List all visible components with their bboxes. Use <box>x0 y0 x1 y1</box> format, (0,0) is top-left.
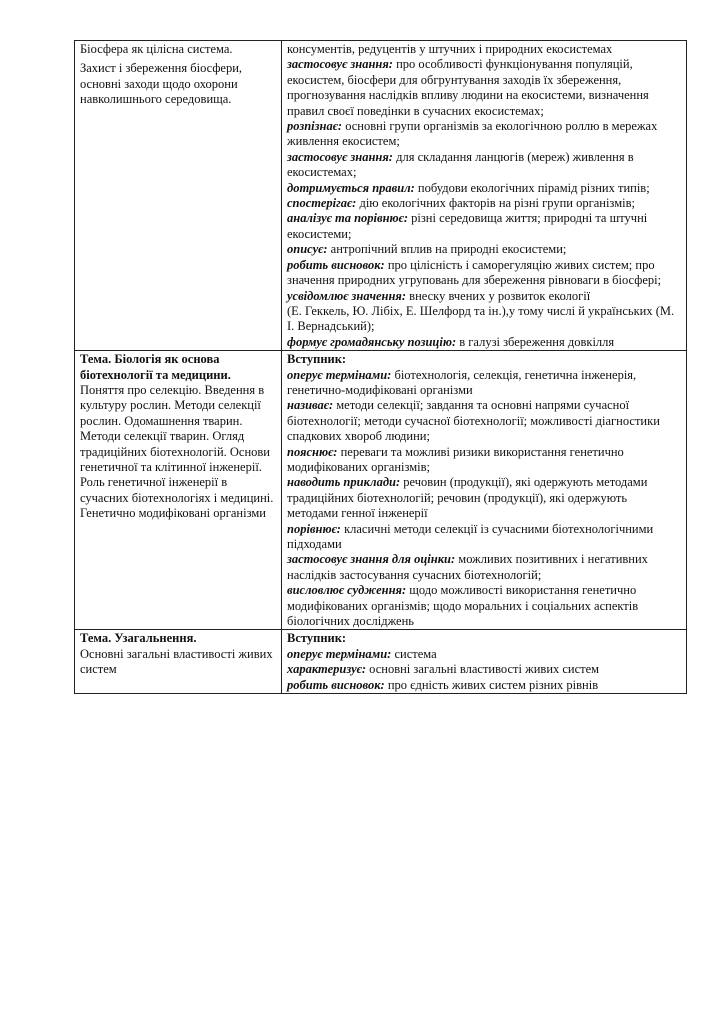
outcome-keyword: застосовує знання для оцінки: <box>287 552 456 567</box>
table-row <box>75 41 687 351</box>
outcome-keyword: дотримується правил: <box>287 180 415 195</box>
outcome-text: про особливості функціонування популяцій, екосистем, біосфери для обгрунтування заходів їх збереження, прогнозування наслідків впливу людини на екосистеми, визначення правил своєї поведінки в сучасних екосистемах; <box>287 57 649 118</box>
outcome-text: основні групи організмів за екологічною роллю в мережах живлення екосистем; <box>287 119 658 149</box>
topic-cell <box>75 630 282 694</box>
outcome-text: система <box>391 646 437 661</box>
outcome-text: речовин (продукції), які одержують методами традиційних біотехнологій; речовин (продукції), які одержують методами генної інженерії <box>287 475 648 521</box>
outcome-keyword: робить висновок: <box>287 677 385 692</box>
outcome-text: дію екологічних факторів на різні групи організмів; <box>356 196 635 211</box>
outcome-text: класичні методи селекції із сучасними біотехнологічними підходами <box>287 521 654 551</box>
outcome-line <box>287 196 681 211</box>
outcome-text: про єдність живих систем різних рівнів <box>384 677 599 692</box>
outcome-line <box>287 647 681 662</box>
outcome-line <box>287 150 681 181</box>
outcome-keyword: пояснює: <box>287 444 338 459</box>
outcome-text: методи селекції; завдання та основні напрями сучасної біотехнології; методи сучасної біотехнології; можливості діагностики спадкових хвороб людини; <box>287 398 660 444</box>
outcome-text: (Е. Геккель, Ю. Лібіх, Е. Шелфорд та ін.),у тому числі й українських (М. І. Вернадський); <box>287 303 675 334</box>
outcome-keyword: розпізнає: <box>287 119 343 134</box>
outcome-text: переваги та можливі ризики використання генетично модифікованих організмів; <box>287 444 624 474</box>
outcomes-cell <box>282 630 687 694</box>
outcome-keyword: застосовує знання: <box>287 57 393 72</box>
outcome-line <box>287 258 681 289</box>
outcome-text: основні загальні властивості живих систем <box>366 662 600 677</box>
outcome-text: про цілісність і саморегуляцію живих систем; про значення природних угруповань для збереження рівноваги в біосфері; <box>287 257 662 288</box>
outcome-keyword: порівнює: <box>287 521 341 536</box>
outcome-keyword: усвідомлює значення: <box>287 288 407 303</box>
applicant-heading: Вступник: <box>287 352 347 367</box>
outcome-line <box>287 42 681 57</box>
topic-title: Тема. Біологія як основа біотехнології та медицини. <box>80 352 231 382</box>
outcome-line <box>287 522 681 553</box>
outcome-text: антропічний вплив на природні екосистеми; <box>327 242 567 257</box>
outcome-keyword: називає: <box>287 398 334 413</box>
topic-title: Тема. Узагальнення. <box>80 631 197 646</box>
outcome-line <box>287 211 681 242</box>
outcome-keyword: оперує термінами: <box>287 646 392 661</box>
outcome-line <box>287 368 681 399</box>
outcome-keyword: оперує термінами: <box>287 367 392 382</box>
topic-paragraph: Основні загальні властивості живих систем <box>80 646 273 677</box>
outcomes-cell <box>282 351 687 630</box>
outcome-line <box>287 119 681 150</box>
outcome-keyword: робить висновок: <box>287 257 385 272</box>
outcome-text: в галузі збереження довкілля <box>456 334 615 349</box>
outcome-line <box>287 552 681 583</box>
outcome-keyword: описує: <box>287 242 328 257</box>
outcome-line <box>287 304 681 335</box>
outcomes-cell <box>282 41 687 351</box>
topic-paragraph: Поняття про селекцію. Введення в культуру рослин. Методи селекції рослин. Одомашнення тварин. Методи селекції тварин. Огляд традиційних біотехнологій. Основи генетичної та клітинної інженерії. Роль генетичної інженерії в сучасних біотехнологіях і медицині. Генетично модифіковані організми <box>80 382 274 521</box>
outcome-line <box>287 335 681 350</box>
outcome-line <box>287 289 681 304</box>
outcome-keyword: наводить приклади: <box>287 475 401 490</box>
outcome-text: консументів, редуцентів у штучних і природних екосистемах <box>287 42 613 56</box>
outcome-line <box>287 475 681 521</box>
outcome-line <box>287 398 681 444</box>
outcome-line <box>287 583 681 629</box>
outcome-keyword: застосовує знання: <box>287 149 393 164</box>
outcome-line <box>287 242 681 257</box>
outcome-text: можливих позитивних і негативних наслідків застосування сучасних біотехнологій; <box>287 552 648 582</box>
outcome-keyword: характеризує: <box>287 662 367 677</box>
outcome-keyword: висловлює судження: <box>287 583 407 598</box>
outcome-line <box>287 57 681 119</box>
table-row <box>75 630 687 694</box>
outcome-line <box>287 678 681 693</box>
outcome-keyword: спостерігає: <box>287 196 357 211</box>
applicant-heading: Вступник: <box>287 631 347 646</box>
outcome-line <box>287 181 681 196</box>
topic-cell <box>75 41 282 351</box>
outcome-line <box>287 445 681 476</box>
outcome-keyword: аналізує та порівнює: <box>287 211 409 226</box>
outcome-text: біотехнологія, селекція, генетична інженерія, генетично-модифіковані організми <box>287 367 637 397</box>
topic-cell <box>75 351 282 630</box>
topic-paragraph: Біосфера як цілісна система. <box>80 42 233 56</box>
curriculum-table <box>74 40 687 694</box>
outcome-text: для складання ланцюгів (мереж) живлення в екосистемах; <box>287 149 634 180</box>
outcome-line <box>287 662 681 677</box>
outcome-text: різні середовища життя; природні та штучні екосистеми; <box>287 211 648 241</box>
outcome-text: побудови екологічних пірамід різних типів; <box>414 180 650 195</box>
table-row <box>75 351 687 630</box>
topic-paragraph: Захист і збереження біосфери, основні заходи щодо охорони навколишнього середовища. <box>80 61 243 107</box>
outcome-text: внеску вчених у розвиток екології <box>406 288 591 303</box>
outcome-text: щодо можливості використання генетично модифікованих організмів; щодо моральних і соціальних аспектів біологічних досліджень <box>287 583 639 629</box>
outcome-keyword: формує громадянську позицію: <box>287 334 457 349</box>
